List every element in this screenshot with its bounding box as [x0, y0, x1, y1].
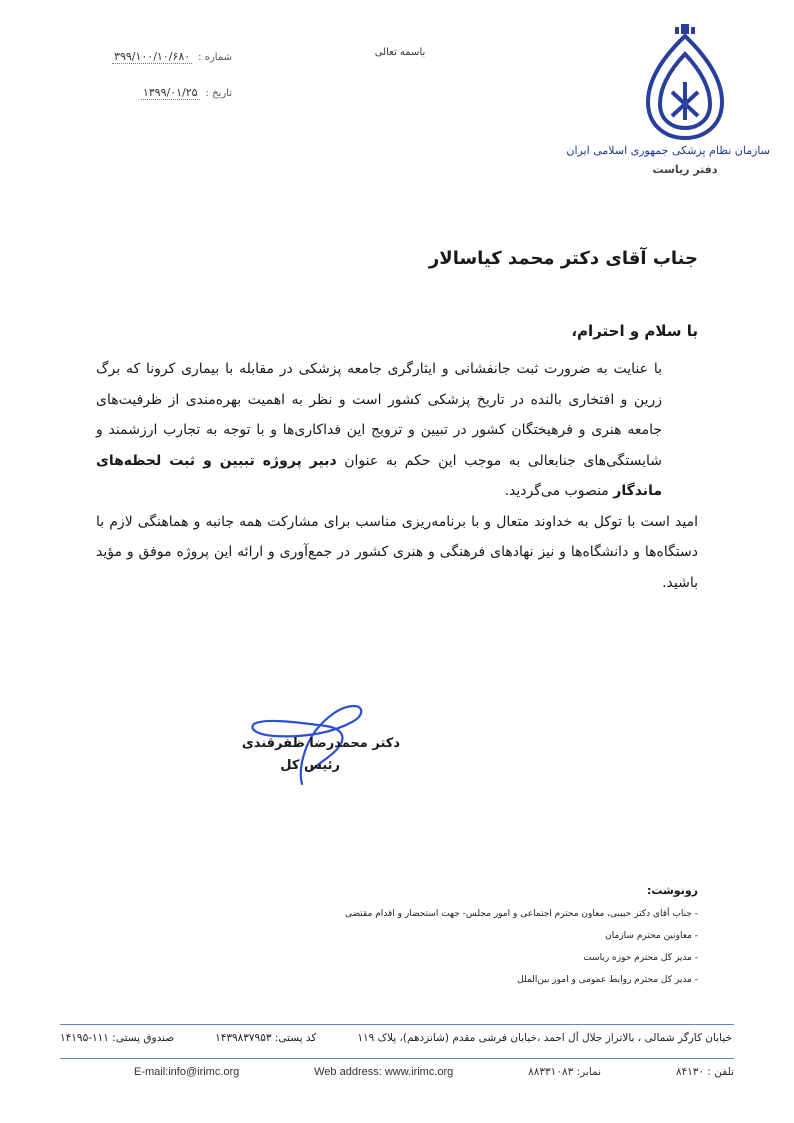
- footer-divider: [60, 1058, 734, 1059]
- cc-item: - معاونین محترم سازمان: [605, 931, 698, 941]
- organization-name: سازمان نظام پزشکی جمهوری اسلامی ایران: [566, 144, 770, 157]
- cc-item: - جناب آقای دکتر حبیبی، معاون محترم اجتماعی و امور مجلس- جهت استحضار و اقدام مقتضی: [344, 909, 698, 919]
- signatory-title: رئیس کل: [280, 758, 340, 773]
- invocation: باسمه تعالی: [374, 47, 426, 58]
- signatory-name: دکتر محمدرضا ظفرقندی: [241, 736, 400, 751]
- footer-address: خیابان کارگر شمالی ، بالاتراز جلال آل احمد ،خیابان فرشی مقدم (شانزدهم)، پلاک ۱۱۹: [357, 1032, 732, 1044]
- paragraph-1: [96, 354, 698, 507]
- footer-phone: تلفن : ۸۴۱۳۰: [675, 1066, 734, 1078]
- footer-contact-row: [134, 1066, 734, 1078]
- signature-block: [240, 700, 400, 795]
- footer-address-row: [60, 1032, 732, 1044]
- letter-number: [72, 50, 232, 64]
- footer-divider: [60, 1024, 734, 1025]
- footer-email: E-mail:info@irimc.org: [134, 1066, 240, 1078]
- letter-date-value: ۱۳۹۹/۰۱/۲۵: [142, 86, 198, 99]
- cc-title: رونوشت:: [646, 884, 698, 897]
- letter-body: [96, 354, 698, 598]
- addressee: جناب آقای دکتر محمد کیاسالار: [428, 248, 698, 269]
- letter-date: [72, 86, 232, 100]
- paragraph-1-end: منصوب می‌گردید.: [504, 483, 609, 499]
- letter-number-value: ۳۹۹/۱۰۰/۱۰/۶۸۰: [114, 50, 191, 63]
- cc-list: [198, 903, 698, 991]
- footer-fax: نمابر: ۸۸۳۳۱۰۸۳: [528, 1066, 602, 1078]
- letter-number-label: شماره :: [198, 52, 232, 63]
- cc-item: - مدیر کل محترم حوزه ریاست: [583, 953, 698, 963]
- carbon-copy: [198, 884, 698, 991]
- footer-web: Web address: www.irimc.org: [314, 1066, 454, 1078]
- footer-postal-code: کد پستی: ۱۴۳۹۸۳۷۹۵۳: [215, 1032, 317, 1044]
- medical-council-emblem-icon: [642, 22, 728, 142]
- footer-po-box: صندوق پستی: ۱۱۱-۱۴۱۹۵: [60, 1032, 175, 1044]
- paragraph-2: امید است با توکل به خداوند متعال و با برنامه‌ریزی مناسب برای مشارکت همه جانبه و هماهنگی لازم با دستگاه‌ها و دانشگاه‌ها و نیز نهادهای فرهنگی و هنری کشور در جمع‌آوری و ارائه این پروژه موفق و مؤید باشید.: [96, 513, 698, 591]
- organization-logo: [566, 22, 770, 176]
- appointment-title: دبیر پروژه تبیین و ثبت لحظه‌های ماندگار: [96, 452, 662, 499]
- cc-item: - مدیر کل محترم روابط عمومی و امور بین‌الملل: [517, 975, 698, 985]
- letter-date-label: تاریخ :: [205, 88, 232, 99]
- salutation: با سلام و احترام،: [571, 322, 698, 340]
- office-label: دفتر ریاست: [652, 163, 718, 176]
- paragraph-1-text: با عنایت به ضرورت ثبت جانفشانی و ایثارگری جامعه پزشکی در مقابله با بیماری کرونا که برگ زرین و افتخاری بالنده در تاریخ پزشکی کشور است و نظر به اهمیت بهره‌مندی از ظرفیت‌های جامعه هنری و فرهیختگان کشور در تبیین و ترویج این فداکاری‌ها و با توجه به تجارب ارزشمند و شایستگی‌های جنابعالی به موجب این حکم به عنوان: [96, 361, 663, 469]
